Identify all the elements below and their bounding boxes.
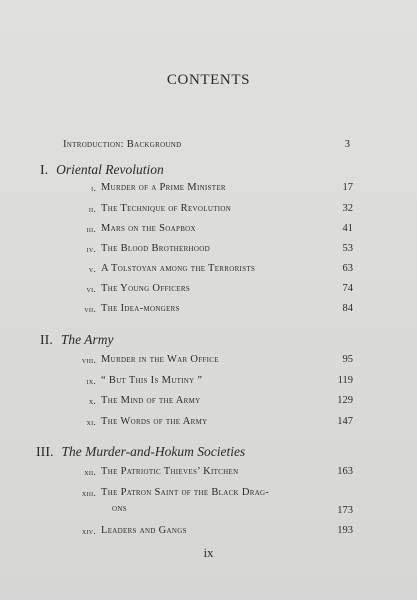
page-title: CONTENTS [166,72,251,88]
chapter-numeral: i. [91,183,96,193]
chapter-title: The Idea-mongers [101,303,180,314]
chapter-numeral: vii. [84,304,96,314]
chapter-page: 84 [342,303,353,314]
chapter-title: The Patriotic Thieves’ Kitchen [101,466,239,477]
chapter-title-continued: ons [112,503,127,514]
part-numeral: III. [36,445,54,460]
chapter-title: Murder in the War Office [101,354,219,365]
chapter-page: 41 [342,223,353,234]
chapter-title: Leaders and Gangs [101,525,187,536]
chapter-numeral [52,501,96,517]
part-title: The Army [60,332,114,347]
chapter-title: Mars on the Soapbox [101,223,196,234]
chapter-title: The Young Officers [101,283,191,294]
part-numeral: II. [40,333,53,348]
chapter-numeral: iii. [86,224,96,234]
introduction-label: Introduction: Background [63,139,182,150]
chapter-numeral: xiii. [81,488,96,498]
chapter-page [313,485,353,501]
chapter-title: The Patron Saint of the Black Drag- [101,487,270,498]
chapter-page: 32 [342,203,353,214]
chapter-title: Murder of a Prime Minister [101,182,226,193]
chapter-numeral: viii. [81,355,96,365]
chapter-numeral: iv. [86,244,96,254]
chapter-page: 173 [337,505,353,516]
chapter-title: The Blood Brotherhood [101,243,210,254]
chapter-numeral: xiv. [81,526,96,536]
part-title: The Murder-and-Hokum Societies [61,444,246,459]
chapter-title: A Tolstoyan among the Terrorists [101,263,256,274]
chapter-page: 163 [337,466,353,477]
chapter-title: The Mind of the Army [101,395,201,406]
chapter-page: 95 [342,354,353,365]
chapter-page: 17 [342,182,353,193]
introduction-page: 3 [344,139,350,150]
part-numeral: I. [40,163,49,178]
chapter-numeral: xi. [86,417,96,427]
part-heading [36,442,245,462]
chapter-page: 129 [337,395,353,406]
chapter-page: 63 [342,263,353,274]
chapter-numeral: x. [88,396,96,406]
chapter-numeral: ii. [88,204,96,214]
chapter-numeral: v. [88,264,96,274]
part-title: Oriental Revolution [56,162,164,177]
page-folio: ix [203,545,214,560]
chapter-numeral: vi. [86,284,96,294]
chapter-title: “ But This Is Mutiny ” [101,375,203,386]
chapter-numeral: xii. [84,467,96,477]
chapter-title: The Words of the Army [101,416,208,427]
chapter-title: The Technique of Revolution [101,203,232,214]
chapter-page: 74 [342,283,353,294]
chapter-numeral: ix. [86,376,96,386]
chapter-page: 193 [337,525,353,536]
part-heading [40,160,164,180]
part-heading [40,330,113,350]
chapter-page: 119 [337,375,353,386]
chapter-page: 53 [342,243,353,254]
chapter-page: 147 [337,416,353,427]
